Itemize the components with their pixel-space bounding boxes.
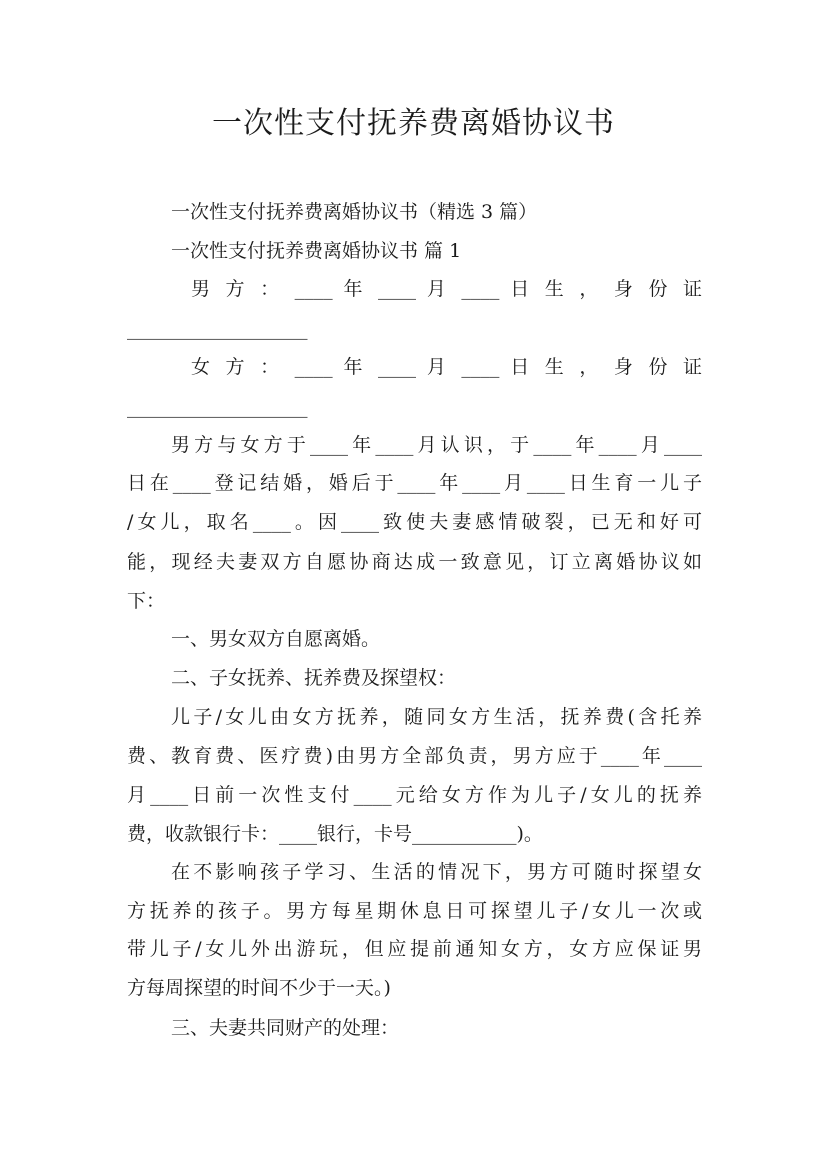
female-party-line: 女 方 ： ____ 年 ____ 月 ____ 日 生 ， 身 份 证: [191, 356, 702, 378]
paragraph-line: 方每周探望的时间不少于一天。): [127, 977, 391, 999]
section-heading: 一次性支付抚养费离婚协议书 篇 1: [171, 240, 462, 262]
subtitle-line: 一次性支付抚养费离婚协议书（精选 3 篇）: [171, 201, 538, 223]
paragraph-line: 带儿子/女儿外出游玩，但应提前通知女方，女方应保证男: [127, 938, 702, 960]
male-party-line: 男 方 ： ____ 年 ____ 月 ____ 日 生 ， 身 份 证: [191, 278, 702, 300]
clause-heading: 二、子女抚养、抚养费及探望权：: [171, 667, 457, 689]
paragraph-line: 下：: [127, 590, 166, 612]
paragraph-line: 方抚养的孩子。男方每星期休息日可探望儿子/女儿一次或: [127, 900, 702, 922]
paragraph-line: 日在____登记结婚，婚后于____年____月____日生育一儿子: [127, 472, 702, 494]
paragraph-line: 男方与女方于____年____月认识，于____年____月____: [171, 434, 702, 456]
clause-heading: 一、男女双方自愿离婚。: [171, 628, 381, 650]
clause-heading: 三、夫妻共同财产的处理：: [171, 1017, 400, 1039]
paragraph-line: 月____日前一次性支付____元给女方作为儿子/女儿的抚养: [127, 784, 702, 806]
paragraph-line: 在不影响孩子学习、生活的情况下，男方可随时探望女: [171, 861, 702, 883]
paragraph-line: /女儿，取名____。因____致使夫妻感情破裂，已无和好可: [127, 511, 702, 533]
paragraph-line: 费，收款银行卡：____银行，卡号___________)。: [127, 823, 543, 845]
paragraph-line: 儿子/女儿由女方抚养，随同女方生活，抚养费(含托养: [171, 706, 702, 728]
document-title: 一次性支付抚养费离婚协议书: [212, 106, 615, 141]
male-id-blank: ___________________: [127, 318, 308, 340]
female-id-blank: ___________________: [127, 396, 308, 418]
paragraph-line: 能，现经夫妻双方自愿协商达成一致意见，订立离婚协议如: [127, 551, 702, 573]
paragraph-line: 费、教育费、医疗费)由男方全部负责，男方应于____年____: [127, 745, 702, 767]
